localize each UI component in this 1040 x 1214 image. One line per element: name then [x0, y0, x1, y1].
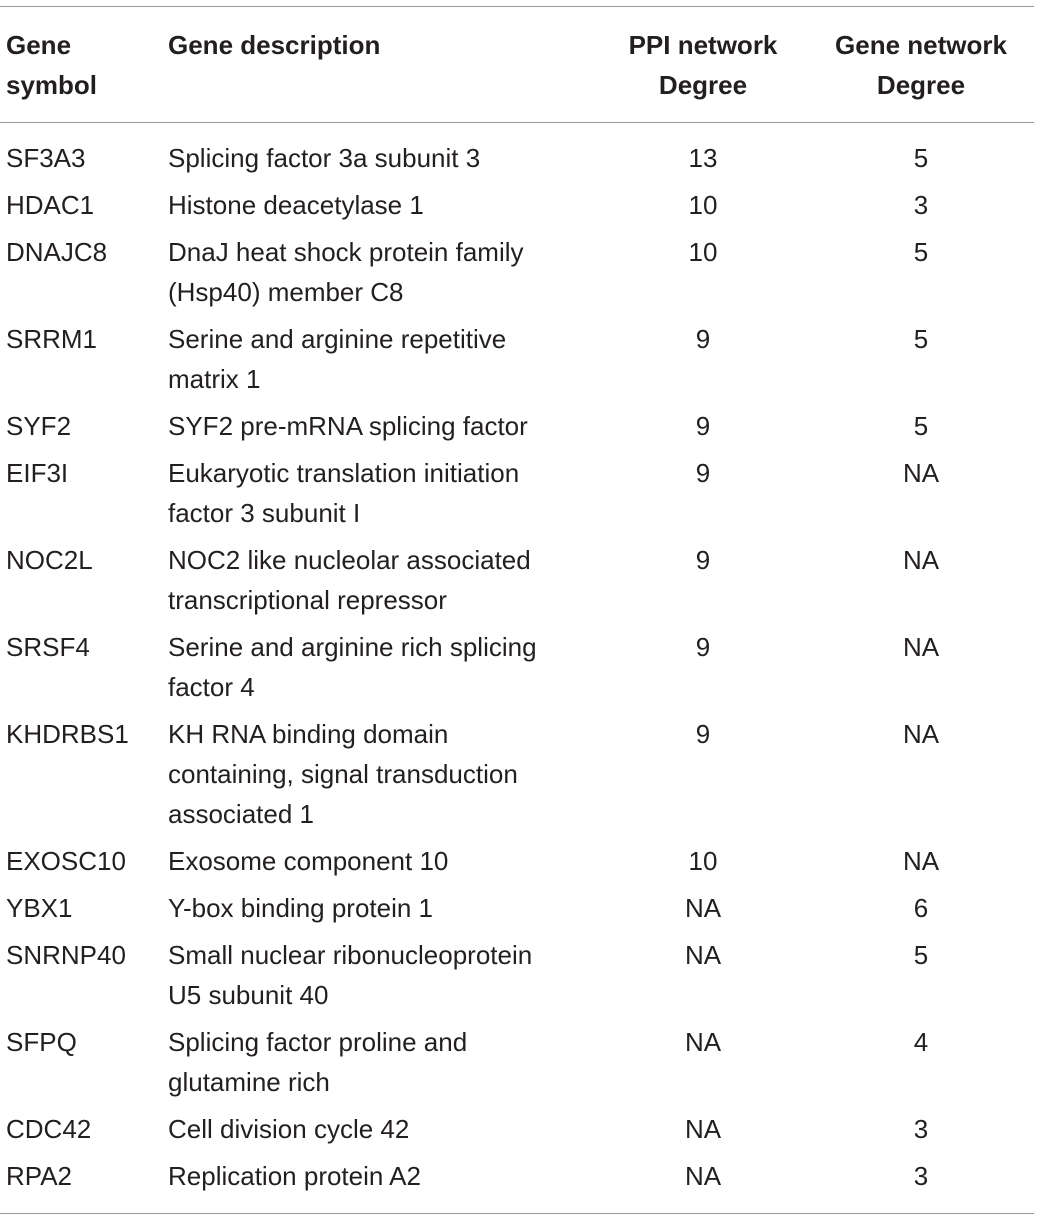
gene-network-degree-cell: 5 [913, 411, 929, 441]
table-row [0, 931, 1034, 1018]
gene-network-degree-cell: 5 [913, 237, 929, 267]
gene-description-cell: KH RNA binding domain containing, signal transduction associated 1 [168, 719, 518, 829]
table-rows [0, 123, 1034, 1213]
gene-symbol-cell: SRSF4 [6, 632, 90, 662]
ppi-degree-cell: 9 [695, 324, 711, 354]
gene-description-cell: Serine and arginine rich splicing factor 4 [168, 632, 537, 702]
table-row [0, 710, 1034, 837]
header-gene-network-degree: Gene network Degree [835, 30, 1007, 100]
gene-symbol-cell: KHDRBS1 [6, 719, 129, 749]
gene-symbol-cell: SRRM1 [6, 324, 98, 354]
header-gene-description: Gene description [168, 30, 381, 60]
ppi-degree-cell: NA [684, 1161, 722, 1191]
gene-symbol-cell: DNAJC8 [6, 237, 108, 267]
gene-description-cell: Replication protein A2 [168, 1161, 421, 1191]
gene-symbol-cell: EXOSC10 [6, 846, 126, 876]
gene-symbol-cell: NOC2L [6, 545, 93, 575]
table-row [0, 1152, 1034, 1213]
gene-description-cell: Y-box binding protein 1 [168, 893, 434, 923]
gene-description-cell: Splicing factor proline and glutamine rich [168, 1027, 468, 1097]
gene-network-degree-cell: 5 [913, 143, 929, 173]
ppi-degree-cell: 10 [688, 190, 718, 220]
ppi-degree-cell: 9 [695, 632, 711, 662]
table-row [0, 123, 1034, 181]
ppi-degree-cell: NA [684, 1027, 722, 1057]
gene-network-degree-cell: NA [902, 458, 940, 488]
gene-symbol-cell: SYF2 [6, 411, 72, 441]
gene-symbol-cell: SFPQ [6, 1027, 77, 1057]
gene-network-degree-cell: 5 [913, 324, 929, 354]
table-row [0, 623, 1034, 710]
ppi-degree-cell: 9 [695, 719, 711, 749]
gene-symbol-cell: CDC42 [6, 1114, 92, 1144]
ppi-degree-cell: 13 [688, 143, 718, 173]
header-row [0, 7, 1034, 122]
ppi-degree-cell: NA [684, 940, 722, 970]
gene-description-cell: NOC2 like nucleolar associated transcriptional repressor [168, 545, 531, 615]
gene-description-cell: Histone deacetylase 1 [168, 190, 424, 220]
gene-network-degree-cell: 5 [913, 940, 929, 970]
table-row [0, 1018, 1034, 1105]
ppi-degree-cell: NA [684, 893, 722, 923]
gene-symbol-cell: EIF3I [6, 458, 69, 488]
table-row [0, 181, 1034, 228]
gene-description-cell: Serine and arginine repetitive matrix 1 [168, 324, 507, 394]
gene-network-degree-cell: 3 [913, 1161, 929, 1191]
ppi-degree-cell: 9 [695, 458, 711, 488]
gene-symbol-cell: YBX1 [6, 893, 73, 923]
gene-table [0, 6, 1034, 1214]
gene-network-degree-cell: 4 [913, 1027, 929, 1057]
gene-network-degree-cell: 6 [913, 893, 929, 923]
gene-description-cell: DnaJ heat shock protein family (Hsp40) member C8 [168, 237, 524, 307]
ppi-degree-cell: 10 [688, 237, 718, 267]
gene-description-cell: Cell division cycle 42 [168, 1114, 410, 1144]
table-row [0, 449, 1034, 536]
table-row [0, 884, 1034, 931]
gene-degree-table [0, 7, 1034, 122]
gene-network-degree-cell: NA [902, 632, 940, 662]
gene-description-cell: Splicing factor 3a subunit 3 [168, 143, 481, 173]
gene-symbol-cell: RPA2 [6, 1161, 72, 1191]
gene-network-degree-cell: NA [902, 545, 940, 575]
table-row [0, 1105, 1034, 1152]
ppi-degree-cell: NA [684, 1114, 722, 1144]
gene-network-degree-cell: 3 [913, 190, 929, 220]
gene-symbol-cell: SF3A3 [6, 143, 86, 173]
table-row [0, 315, 1034, 402]
table-row [0, 402, 1034, 449]
gene-description-cell: Small nuclear ribonucleoprotein U5 subunit 40 [168, 940, 533, 1010]
header-ppi-degree: PPI network Degree [628, 30, 778, 100]
gene-network-degree-cell: 3 [913, 1114, 929, 1144]
gene-symbol-cell: HDAC1 [6, 190, 95, 220]
header-gene-symbol: Gene symbol [6, 30, 98, 100]
table-row [0, 228, 1034, 315]
table-row [0, 536, 1034, 623]
table-body [0, 123, 1034, 1213]
table-row [0, 837, 1034, 884]
ppi-degree-cell: 10 [688, 846, 718, 876]
gene-description-cell: Exosome component 10 [168, 846, 449, 876]
gene-description-cell: Eukaryotic translation initiation factor 3 subunit I [168, 458, 520, 528]
gene-symbol-cell: SNRNP40 [6, 940, 126, 970]
ppi-degree-cell: 9 [695, 411, 711, 441]
gene-network-degree-cell: NA [902, 719, 940, 749]
gene-description-cell: SYF2 pre-mRNA splicing factor [168, 411, 528, 441]
gene-network-degree-cell: NA [902, 846, 940, 876]
ppi-degree-cell: 9 [695, 545, 711, 575]
